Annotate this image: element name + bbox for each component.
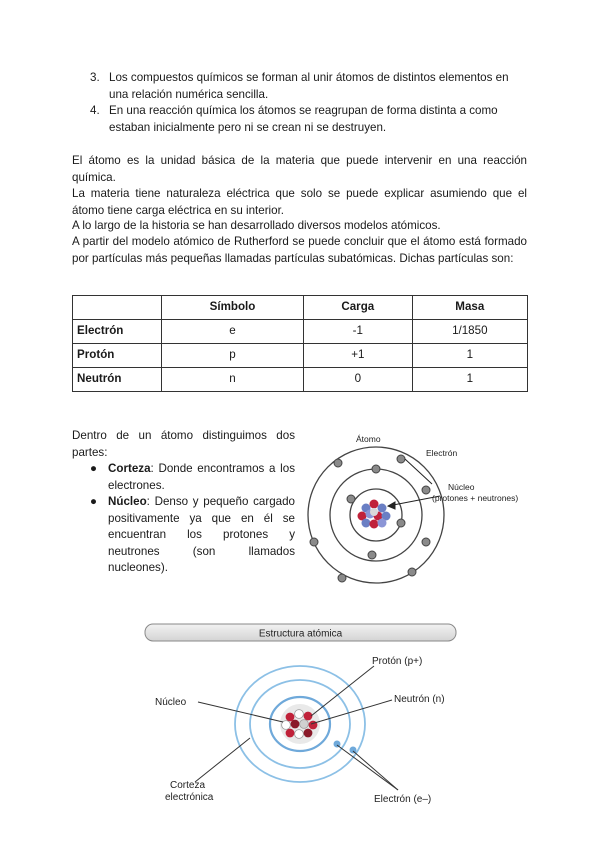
paragraph-atom-definition: El átomo es la unidad básica de la materia que puede intervenir en una reacción química. [72,154,527,184]
row-name: Neutrón [73,368,162,392]
pointer-cortex [195,738,250,782]
pointer-neutron [311,700,392,724]
bullet-term: Corteza [108,462,151,475]
proton-icon [286,729,295,738]
label-electron: Electrón (e–) [374,794,432,805]
list-number: 3. [90,71,100,84]
list-item [72,70,527,103]
label-cortex-line1: Corteza [170,780,206,791]
diagram-title: Estructura atómica [258,628,343,640]
electron-dot [347,495,355,503]
table-header-mass: Masa [412,296,527,320]
list-text: En una reacción química los átomos se reagrupan de forma distinta a como estaban inicialmente pero ni se crean ni se destruyen. [109,104,498,134]
label-electron: Electrón [426,448,458,458]
row-mass: 1/1850 [412,320,527,344]
label-nucleus-detail: (protones + neutrones) [432,493,519,503]
table-header-symbol: Símbolo [162,296,304,320]
table-header-row [73,296,528,320]
electron-dot [310,538,318,546]
paragraph-rutherford: A partir del modelo atómico de Rutherford se puede concluir que el átomo está formado por partículas más pequeñas llamadas partículas subatómicas. Dichas partículas son: [72,235,527,265]
proton-icon [304,729,313,738]
atom-diagram [300,428,540,600]
table-row [73,368,528,392]
neutron-icon [295,710,304,719]
list-item [72,103,527,136]
neutron-icon [378,519,387,528]
paragraph-electric-nature: La materia tiene naturaleza eléctrica que solo se puede explicar asumiendo que el átomo tiene carga eléctrica en su interior. [72,187,527,217]
label-proton: Protón (p+) [372,656,423,667]
row-mass: 1 [412,368,527,392]
paragraph-models: A lo largo de la historia se han desarrollado diversos modelos atómicos. [72,219,441,232]
row-mass: 1 [412,344,527,368]
bullet-text: : Donde encontramos a los electrones. [108,462,295,492]
proton-icon [370,500,379,509]
electron-dot [338,574,346,582]
label-nucleus: Núcleo [448,482,475,492]
row-symbol: p [162,344,304,368]
electron-dot [422,538,430,546]
electron-dot [422,486,430,494]
proton-icon [291,720,300,729]
table-header-charge: Carga [303,296,412,320]
bullet-term: Núcleo [108,495,147,508]
neutron-icon [378,504,387,513]
atom-parts-intro: Dentro de un átomo distinguimos dos partes: [72,429,295,459]
list-text: Los compuestos químicos se forman al unir átomos de distintos elementos en una relación numérica sencilla. [109,71,509,101]
atomic-structure-diagram [140,618,470,812]
neutron-icon [295,730,304,739]
electron-dot [368,551,376,559]
pointer-electron-2 [353,751,398,790]
bullet-icon: ● [90,462,98,475]
bullet-item-nucleo [72,494,295,577]
proton-icon [370,520,379,529]
row-symbol: e [162,320,304,344]
label-neutron: Neutrón (n) [394,694,445,705]
electron-dot [408,568,416,576]
numbered-list [72,70,527,136]
row-charge: 0 [303,368,412,392]
particles-table [72,295,528,392]
atom-parts-section [72,428,295,577]
electron-dot [334,459,342,467]
list-number: 4. [90,104,100,117]
nucleus [358,500,391,529]
neutron-icon [370,508,378,516]
bullet-item-corteza [72,461,295,494]
row-charge: +1 [303,344,412,368]
row-symbol: n [162,368,304,392]
electron-dot [372,465,380,473]
bullet-text: : Denso y pequeño cargado positivamente ya que en él se encuentran los protones y neutrones (son llamados nucleones). [108,495,295,574]
table-row [73,344,528,368]
row-charge: -1 [303,320,412,344]
electron-dot [397,519,405,527]
proton-icon [309,721,318,730]
neutron-icon [300,720,309,729]
nucleus [280,704,320,744]
electron-dot [397,455,405,463]
pointer-electron-1 [337,745,398,790]
label-nucleus: Núcleo [155,697,187,708]
pointer-nucleus [198,702,283,722]
table-row [73,320,528,344]
table-header-empty [73,296,162,320]
bullet-icon: ● [90,495,98,508]
label-atom: Átomo [356,434,381,444]
row-name: Protón [73,344,162,368]
electron-dot [350,747,357,754]
neutron-icon [362,519,371,528]
arrow-head-icon [388,502,395,509]
label-cortex-line2: electrónica [165,792,214,803]
row-name: Electrón [73,320,162,344]
